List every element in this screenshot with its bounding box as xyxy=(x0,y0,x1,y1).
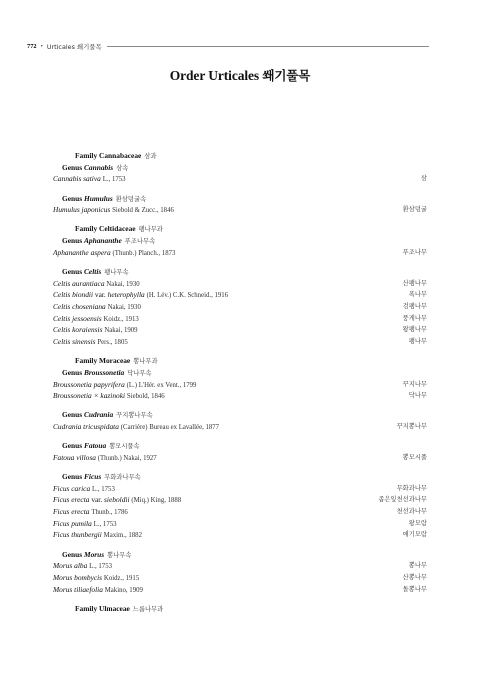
species-row xyxy=(0,173,480,184)
species-latin: Morus alba xyxy=(53,561,88,571)
species-author: (H. Lév.) C.K. Schneid., 1916 xyxy=(146,292,229,300)
species-latin: Cudrania tricuspidata xyxy=(53,422,119,431)
genus-latin: Fatoua xyxy=(84,441,107,451)
title-latin: Order Urticales xyxy=(169,68,260,83)
species-name xyxy=(53,572,139,584)
species-korean-name: 왕팽나무 xyxy=(402,326,427,334)
species-korean-name: 애기모람 xyxy=(402,531,427,539)
family-korean: 팽나무과 xyxy=(138,226,163,234)
genus-name xyxy=(62,471,141,483)
species-name xyxy=(53,336,128,348)
species-latin: Ficus erecta xyxy=(53,507,90,516)
species-author: L., 1753 xyxy=(93,520,117,528)
species-row xyxy=(0,529,480,540)
species-korean-name: 꾸지뽕나무 xyxy=(396,423,427,430)
genus-latin: Broussonetia xyxy=(84,367,125,377)
genus-row xyxy=(0,266,480,277)
genus-prefix: Genus xyxy=(62,549,83,559)
family-name xyxy=(75,603,163,615)
species-author: L., 1753 xyxy=(89,563,112,571)
species-row xyxy=(0,584,480,595)
species-name xyxy=(53,173,126,185)
genus-prefix: Genus xyxy=(62,410,83,420)
genus-prefix: Genus xyxy=(62,367,83,377)
genus-name xyxy=(62,193,146,205)
species-korean-name: 팽나무 xyxy=(408,338,427,345)
species-author: (Carrière) Bureau ex Lavallée, 1877 xyxy=(120,424,220,431)
species-row xyxy=(0,452,480,463)
species-latin: Celtis aurantiaca xyxy=(53,278,105,288)
species-korean-name: 폭나무 xyxy=(408,291,427,299)
species-korean-name: 뽕나무 xyxy=(408,562,427,570)
species-row xyxy=(0,560,480,571)
species-latin: Ficus pumila xyxy=(53,518,92,528)
genus-prefix: Genus xyxy=(62,236,83,245)
species-latin: Humulus japonicus xyxy=(53,205,111,215)
page-title xyxy=(0,66,480,84)
species-korean-name: 산팽나무 xyxy=(402,279,427,287)
species-latin: Celtis choseniana xyxy=(53,301,106,311)
species-name xyxy=(53,529,142,541)
species-row xyxy=(0,506,480,517)
species-name xyxy=(53,506,128,518)
species-name: Ficus erecta var. sieboldii (Miq.) King, 1888 xyxy=(53,495,182,505)
genus-name xyxy=(62,440,140,452)
genus-korean: 팽나무속 xyxy=(104,268,129,276)
species-row xyxy=(0,278,480,289)
genus-name xyxy=(62,367,152,379)
species-row xyxy=(0,572,480,583)
species-author: Nakai, 1909 xyxy=(104,327,138,335)
species-author: L., 1753 xyxy=(92,485,115,493)
species-name xyxy=(53,452,157,464)
genus-row xyxy=(0,409,480,420)
title-korean: 쐐기풀목 xyxy=(262,68,311,83)
species-author: Nakai, 1930 xyxy=(106,280,140,288)
species-author: Pers., 1805 xyxy=(97,339,128,346)
species-name xyxy=(53,379,196,391)
species-row xyxy=(0,390,480,401)
species-row xyxy=(0,421,480,432)
species-latin: Aphananthe aspera xyxy=(53,247,111,257)
species-korean-name: 왕모람 xyxy=(408,519,427,527)
genus-korean: 꾸지뽕나무속 xyxy=(116,412,153,420)
genus-korean: 환삼덩굴속 xyxy=(115,195,147,203)
species-latin: Celtis biondii xyxy=(53,290,94,300)
species-name xyxy=(53,483,115,495)
genus-prefix: Genus xyxy=(62,193,83,203)
genus-prefix: Genus xyxy=(62,441,83,451)
species-latin: Broussonetia × kazinoki xyxy=(53,391,126,401)
species-row xyxy=(0,289,480,300)
species-korean-name: 푸조나무 xyxy=(402,248,427,256)
species-korean-name: 환삼덩굴 xyxy=(402,206,427,214)
header-rule xyxy=(107,46,429,47)
header-bullet: • xyxy=(40,42,43,50)
species-name xyxy=(53,247,175,259)
species-name xyxy=(53,560,112,572)
family-korean: 느릅나무과 xyxy=(132,605,164,613)
species-author: (Thunb.) Planch., 1873 xyxy=(112,249,176,257)
genus-latin: Cudrania xyxy=(84,410,114,420)
species-korean-name: 돌뽕나무 xyxy=(402,585,427,593)
genus-row xyxy=(0,367,480,378)
species-korean-name: 닥나무 xyxy=(408,392,427,400)
genus-prefix: Genus xyxy=(62,162,83,172)
species-name xyxy=(53,421,219,433)
species-latin: Ficus erecta xyxy=(53,495,90,505)
species-variety: heterophylla xyxy=(107,290,145,300)
genus-latin: Aphananthe xyxy=(84,236,122,245)
family-name xyxy=(75,150,156,162)
family-name xyxy=(75,223,163,235)
species-row xyxy=(0,204,480,215)
species-author: (Thunb.) Nakai, 1927 xyxy=(97,454,157,462)
family-latin: Family Cannabaceae xyxy=(75,151,142,160)
species-name xyxy=(53,324,138,336)
species-name xyxy=(53,301,141,313)
species-latin: Broussonetia papyrifera xyxy=(53,379,125,389)
species-name xyxy=(53,204,174,216)
species-variety: sieboldii xyxy=(104,495,130,505)
family-korean: 삼과 xyxy=(144,153,157,160)
species-korean-name: 꾸지나무 xyxy=(402,380,427,388)
running-header xyxy=(27,40,429,52)
genus-latin: Ficus xyxy=(84,471,102,481)
family-row xyxy=(0,150,480,161)
species-name xyxy=(53,584,143,596)
genus-row xyxy=(0,440,480,451)
genus-korean: 뽕나무속 xyxy=(107,551,132,559)
family-latin: Family Moraceae xyxy=(75,356,131,366)
species-korean-name: 삼 xyxy=(420,175,427,183)
species-row xyxy=(0,336,480,347)
species-korean-name: 검팽나무 xyxy=(402,302,427,310)
species-name: Celtis biondii var. heterophylla (H. Lév.) C.K. Schneid., 1916 xyxy=(53,290,229,300)
species-latin: Ficus thunbergii xyxy=(53,530,102,540)
genus-row xyxy=(0,549,480,560)
genus-korean: 푸조나무속 xyxy=(124,238,156,245)
species-author: L., 1753 xyxy=(102,176,126,184)
page-number: 772 xyxy=(27,42,37,50)
species-row xyxy=(0,483,480,494)
family-latin: Family Ulmaceae xyxy=(75,603,130,613)
species-row xyxy=(0,301,480,312)
genus-row xyxy=(0,471,480,482)
genus-latin: Celtis xyxy=(84,266,102,276)
species-row xyxy=(0,379,480,390)
genus-row xyxy=(0,193,480,204)
genus-name xyxy=(62,549,131,561)
species-korean-name: 뽕모시풀 xyxy=(402,453,427,461)
genus-row xyxy=(0,235,480,246)
species-name xyxy=(53,390,165,402)
genus-korean: 닥나무속 xyxy=(127,369,152,377)
species-latin: Cannabis sativa xyxy=(53,174,101,184)
species-latin: Morus bombycis xyxy=(53,572,103,582)
species-korean-name: 무화과나무 xyxy=(396,484,427,492)
genus-name xyxy=(62,162,128,174)
genus-latin: Cannabis xyxy=(84,162,114,172)
species-name xyxy=(53,278,140,290)
genus-korean: 삼속 xyxy=(116,164,129,172)
species-latin: Celtis jessoensis xyxy=(53,313,102,323)
genus-prefix: Genus xyxy=(62,266,83,276)
species-author: Nakai, 1930 xyxy=(107,303,141,311)
species-author: (L.) L'Hér. ex Vent., 1799 xyxy=(126,381,197,389)
species-row xyxy=(0,324,480,335)
species-korean-name: 산뽕나무 xyxy=(402,573,427,581)
species-author: Makino, 1909 xyxy=(104,586,143,594)
species-row xyxy=(0,518,480,529)
species-korean-name: 풍게나무 xyxy=(402,314,427,322)
species-latin: Fatoua villosa xyxy=(53,452,96,462)
family-row xyxy=(0,603,480,614)
species-row xyxy=(0,247,480,258)
species-author: (Miq.) King, 1888 xyxy=(131,497,182,505)
species-author: Maxim., 1882 xyxy=(103,532,142,540)
species-latin: Celtis koraiensis xyxy=(53,325,103,335)
species-row xyxy=(0,313,480,324)
species-author: Koidz., 1913 xyxy=(103,315,139,323)
species-name xyxy=(53,313,139,325)
genus-korean: 무화과나무속 xyxy=(104,473,141,481)
genus-name xyxy=(62,409,153,421)
species-author: Siebold & Zucc., 1846 xyxy=(112,207,174,215)
genus-name xyxy=(62,235,155,247)
family-row xyxy=(0,223,480,234)
species-name xyxy=(53,518,117,530)
family-row xyxy=(0,355,480,366)
family-korean: 뽕나무과 xyxy=(133,358,158,366)
genus-row xyxy=(0,162,480,173)
species-latin: Ficus carica xyxy=(53,483,91,493)
family-latin: Family Celtidaceae xyxy=(75,224,136,234)
genus-prefix: Genus xyxy=(62,471,83,481)
genus-korean: 뽕모시풀속 xyxy=(109,443,140,451)
species-author: Thunb., 1786 xyxy=(91,509,128,516)
species-latin: Celtis sinensis xyxy=(53,337,96,346)
species-korean-name: 좁은잎천선과나무 xyxy=(378,496,427,504)
species-author: Koidz., 1915 xyxy=(103,574,140,582)
header-section: Urticales 쐐기풀목 xyxy=(46,42,102,51)
genus-latin: Humulus xyxy=(84,193,113,203)
species-row xyxy=(0,494,480,505)
species-author: Siebold, 1846 xyxy=(126,393,165,401)
genus-latin: Morus xyxy=(84,549,105,559)
species-latin: Morus tiliaefolia xyxy=(53,584,103,594)
genus-name xyxy=(62,266,129,278)
species-korean-name: 천선과나무 xyxy=(396,508,427,515)
family-name xyxy=(75,355,158,367)
